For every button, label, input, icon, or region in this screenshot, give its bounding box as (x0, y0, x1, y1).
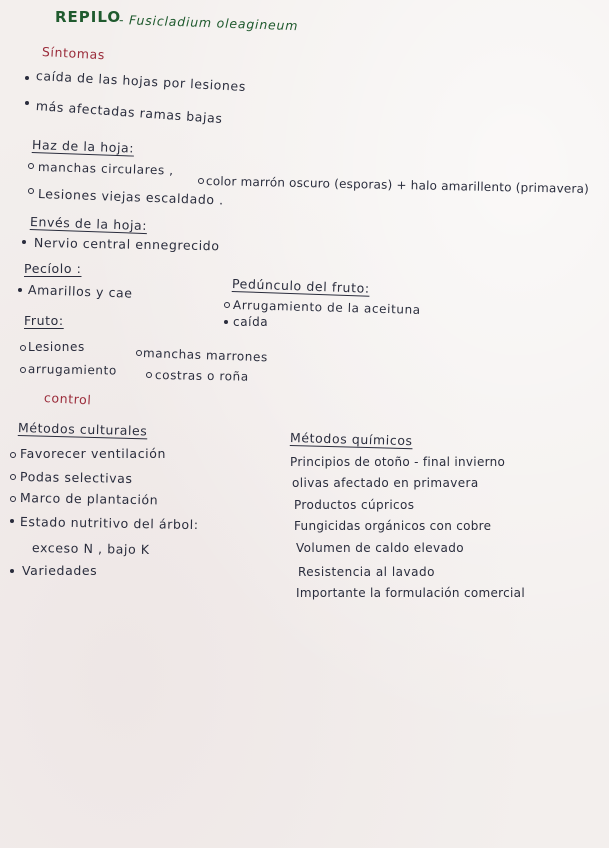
bullet (224, 302, 230, 308)
bullet (10, 569, 14, 573)
pedunculo-heading: Pedúnculo del fruto: (231, 276, 370, 296)
culturales-nutritivo-detail: exceso N , bajo K (31, 540, 150, 558)
bullet (20, 367, 26, 373)
bullet (10, 496, 16, 502)
title-species: - Fusicladium oleagineum (118, 12, 299, 34)
bullet (22, 240, 26, 244)
bullet (28, 163, 34, 169)
bullet (10, 519, 14, 523)
quimicos-heading: Métodos químicos (289, 430, 413, 449)
fruto-manchas: manchas marrones (142, 346, 269, 365)
bullet (136, 350, 142, 356)
haz-line2: Lesiones viejas escaldado . (37, 186, 225, 208)
bullet (10, 452, 16, 458)
peciolo-heading: Pecíolo : (24, 261, 82, 276)
bullet (25, 101, 29, 105)
haz-line1-a: manchas circulares , (37, 160, 174, 178)
quimicos-item-4: Fungicidas orgánicos con cobre (294, 519, 492, 533)
haz-line1-b: color marrón oscuro (esporas) + halo amarillento (primavera) (205, 174, 590, 197)
culturales-item-1: Favorecer ventilación (20, 446, 167, 461)
pedunculo-item-1: Arrugamiento de la aceituna (232, 298, 421, 317)
peciolo-item: Amarillos y cae (27, 282, 133, 301)
quimicos-item-7: Importante la formulación comercial (296, 586, 525, 600)
culturales-variedades: Variedades (22, 563, 98, 578)
bullet (10, 474, 16, 480)
enves-heading: Envés de la hoja: (29, 214, 148, 234)
quimicos-item-2: olivas afectado en primavera (292, 476, 479, 490)
bullet (224, 320, 228, 324)
culturales-heading: Métodos culturales (17, 420, 148, 439)
culturales-item-4: Estado nutritivo del árbol: (19, 514, 199, 533)
bullet (20, 345, 26, 351)
sintomas-item-1: caída de las hojas por lesiones (35, 68, 247, 94)
pedunculo-item-2: caída (233, 315, 269, 329)
quimicos-item-1: Principios de otoño - final invierno (290, 455, 506, 469)
quimicos-item-5: Volumen de caldo elevado (296, 541, 465, 555)
title-genus: REPILO (55, 8, 122, 26)
sintomas-item-2: más afectadas ramas bajas (35, 98, 224, 127)
quimicos-item-3: Productos cúpricos (294, 498, 415, 512)
fruto-heading: Fruto: (24, 313, 64, 328)
quimicos-item-6: Resistencia al lavado (298, 565, 435, 579)
culturales-item-3: Marco de plantación (19, 490, 159, 508)
culturales-item-2: Podas selectivas (19, 469, 133, 486)
bullet (28, 188, 34, 194)
control-heading: control (43, 390, 92, 408)
sintomas-heading: Síntomas (41, 44, 106, 63)
bullet (146, 372, 152, 378)
fruto-lesiones: Lesiones (28, 340, 85, 354)
haz-heading: Haz de la hoja: (31, 137, 135, 156)
fruto-arrugamiento: arrugamiento (27, 362, 117, 378)
bullet (198, 178, 204, 184)
enves-item: Nervio central ennegrecido (33, 235, 220, 254)
bullet (25, 76, 29, 80)
bullet (18, 288, 22, 292)
fruto-costras: costras o roña (154, 368, 249, 384)
